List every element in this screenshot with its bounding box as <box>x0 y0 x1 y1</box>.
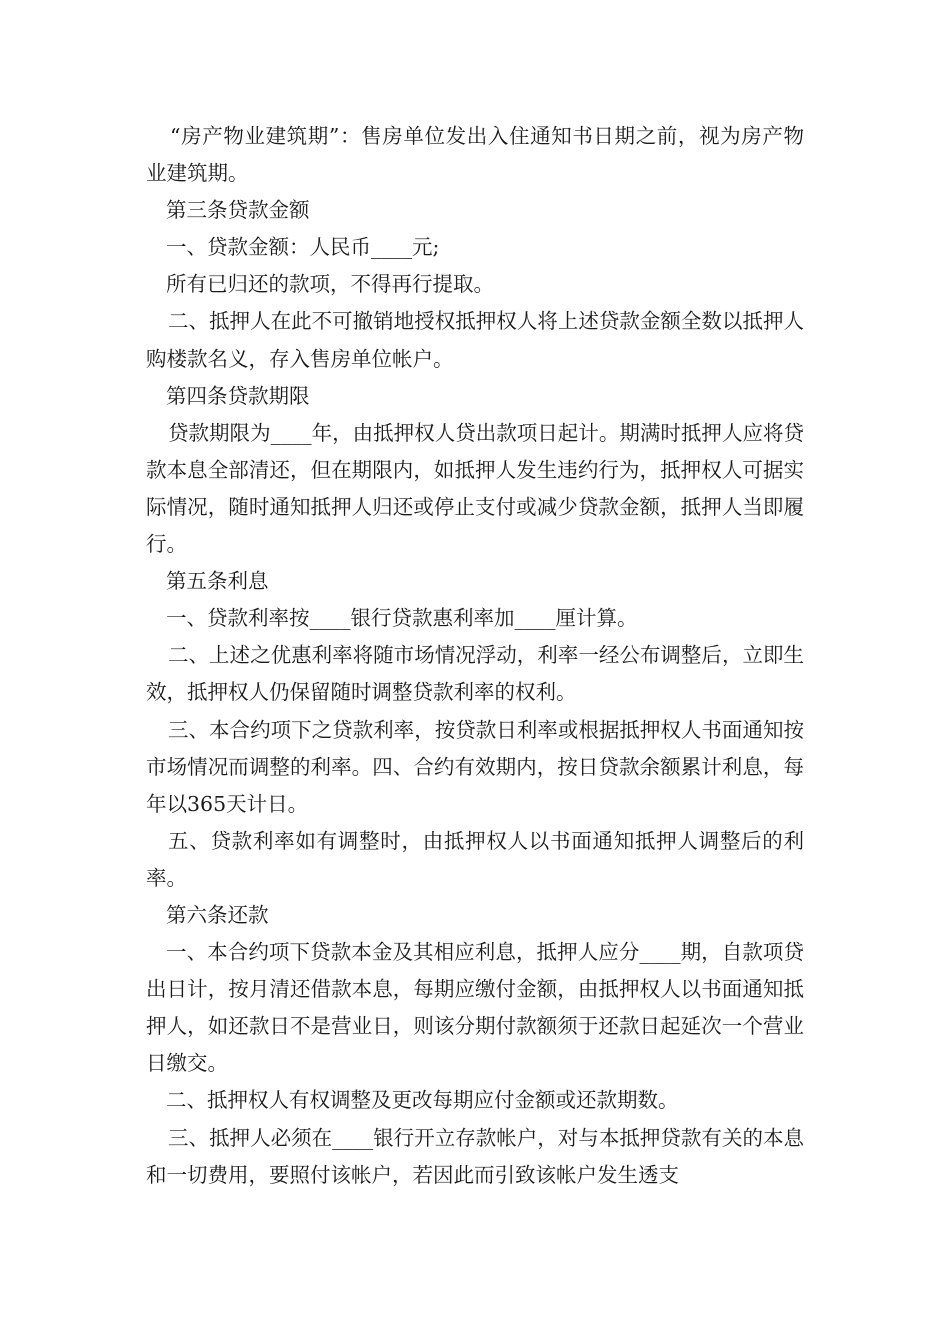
paragraph-authorization: 二、抵押人在此不可撤销地授权抵押权人将上述贷款金额全数以抵押人购楼款名义，存入售房单位帐户。 <box>146 309 804 371</box>
paragraph-repayment-adjustment: 二、抵押权人有权调整及更改每期应付金额或还款期数。 <box>166 1088 679 1113</box>
paragraph-building-period-definition: “房产物业建筑期”：售房单位发出入住通知书日期之前，视为房产物业建筑期。 <box>146 124 804 186</box>
heading-article-3-loan-amount: 第三条贷款金额 <box>166 198 310 223</box>
paragraph-deposit-account: 三、抵押人必须在____银行开立存款帐户，对与本抵押贷款有关的本息和一切费用，要照付该帐户，若因此而引致该帐户发生透支 <box>146 1125 804 1187</box>
paragraph-rate-basis: 三、本合约项下之贷款利率，按贷款日利率或根据抵押权人书面通知按市场情况而调整的利率。四、合约有效期内，按日贷款余额累计利息，每年以365天计日。 <box>146 717 804 816</box>
heading-article-6-repayment: 第六条还款 <box>166 902 269 927</box>
paragraph-rate-adjustment: 五、贷款利率如有调整时，由抵押权人以书面通知抵押人调整后的利率。 <box>146 828 804 890</box>
heading-article-5-interest: 第五条利息 <box>166 569 269 594</box>
paragraph-repayment-schedule: 一、本合约项下贷款本金及其相应利息，抵押人应分____期，自款项贷出日计，按月清还借款本息，每期应缴付金额，由抵押权人以书面通知抵押人，如还款日不是营业日，则该分期付款额须于还款日起延次一个营业日缴交。 <box>146 940 804 1076</box>
paragraph-loan-amount: 一、贷款金额：人民币____元; <box>166 235 440 260</box>
paragraph-loan-term: 贷款期限为____年，由抵押权人贷出款项日起计。期满时抵押人应将贷款本息全部清还，但在期限内，如抵押人发生违约行为，抵押权人可据实际情况，随时通知抵押人归还或停止支付或减少贷款金额，抵押人当即履行。 <box>146 420 804 557</box>
document-page <box>146 118 804 1194</box>
paragraph-interest-rate: 一、贷款利率按____银行贷款惠利率加____厘计算。 <box>166 606 638 631</box>
paragraph-no-redraw: 所有已归还的款项，不得再行提取。 <box>166 272 494 297</box>
heading-article-4-loan-term: 第四条贷款期限 <box>166 383 310 408</box>
paragraph-rate-floating: 二、上述之优惠利率将随市场情况浮动，利率一经公布调整后，立即生效，抵押权人仍保留随时调整贷款利率的权利。 <box>146 643 804 705</box>
